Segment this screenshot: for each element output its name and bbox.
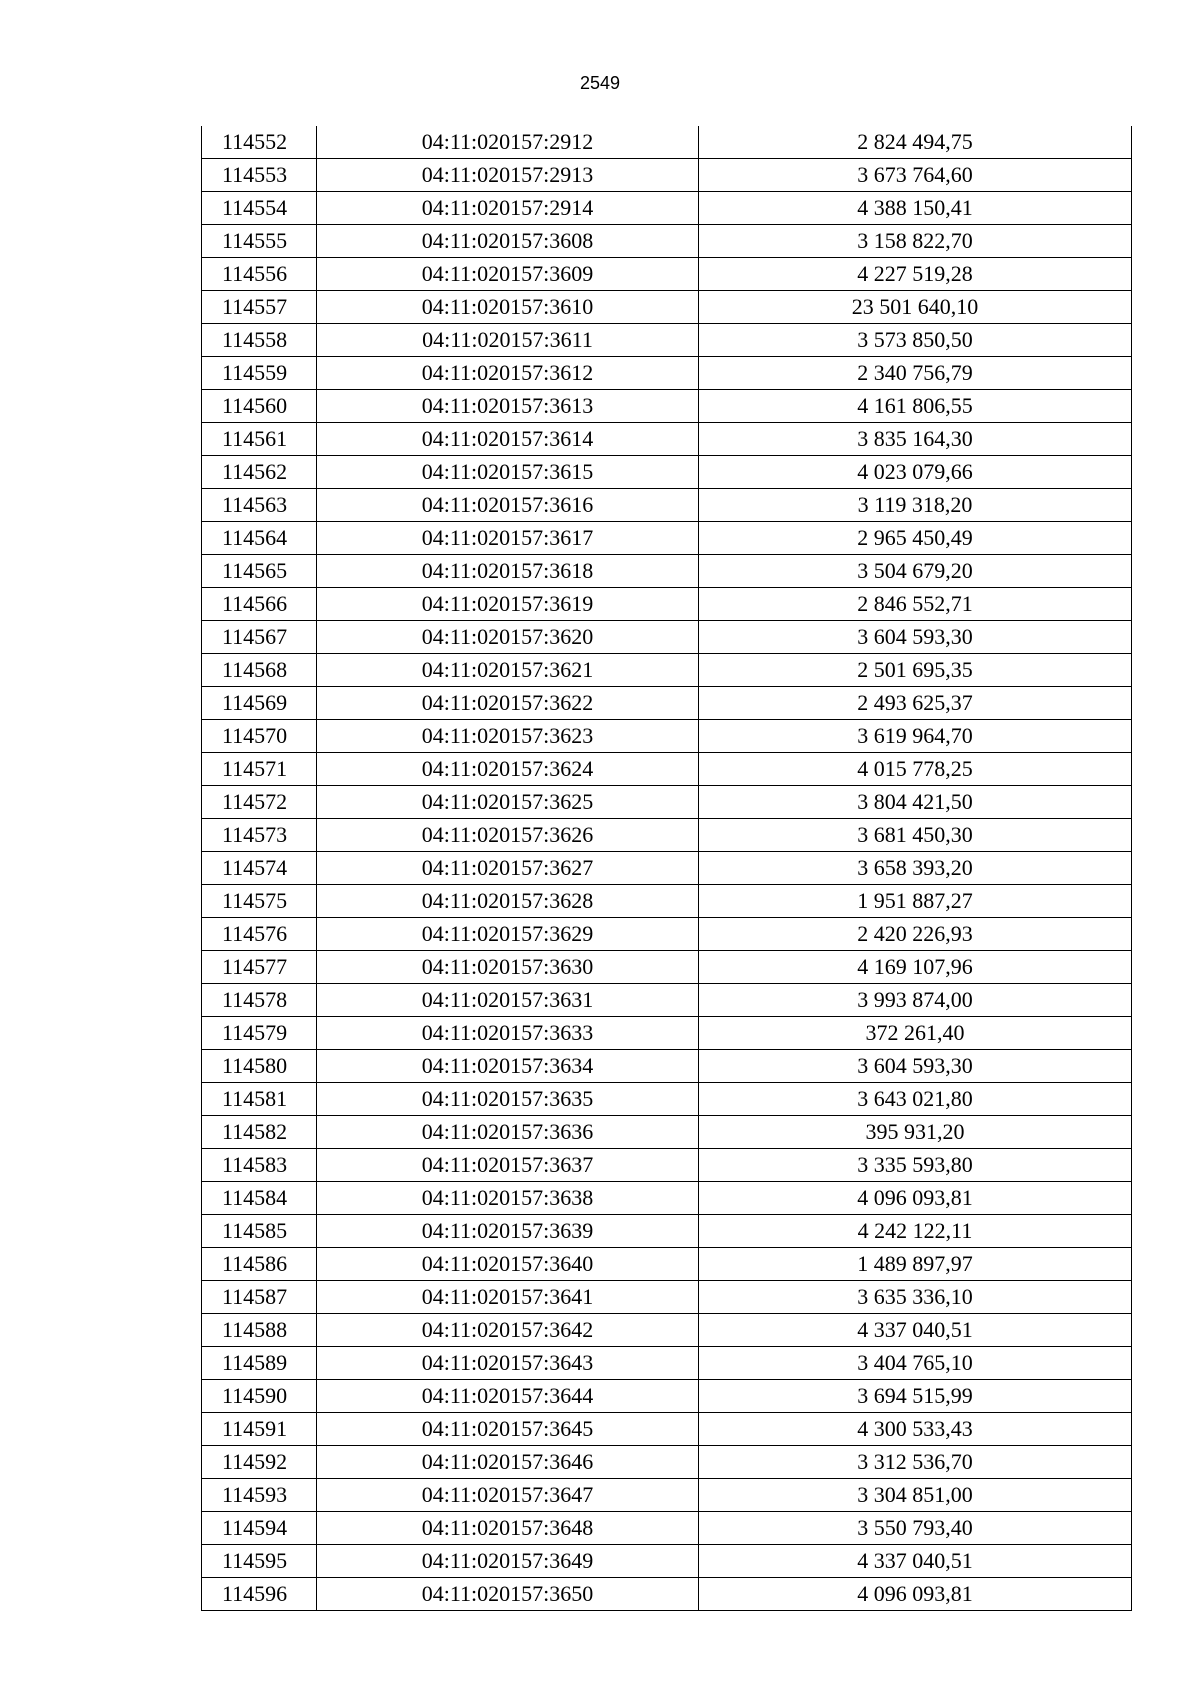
cadastral-number-cell: 04:11:020157:2912: [317, 126, 699, 159]
cadastral-number-cell: 04:11:020157:3608: [317, 225, 699, 258]
table-row: [202, 126, 1132, 159]
table-row: [202, 192, 1132, 225]
row-number-cell: 114587: [202, 1281, 317, 1314]
cadastral-value-cell: 2 846 552,71: [699, 588, 1132, 621]
row-number-cell: 114582: [202, 1116, 317, 1149]
cadastral-number-cell: 04:11:020157:3615: [317, 456, 699, 489]
row-number-cell: 114555: [202, 225, 317, 258]
cadastral-number-cell: 04:11:020157:3646: [317, 1446, 699, 1479]
row-number-cell: 114575: [202, 885, 317, 918]
table-row: [202, 1479, 1132, 1512]
row-number-cell: 114592: [202, 1446, 317, 1479]
cadastral-value-cell: 4 337 040,51: [699, 1545, 1132, 1578]
cadastral-number-cell: 04:11:020157:3645: [317, 1413, 699, 1446]
cadastral-value-cell: 3 681 450,30: [699, 819, 1132, 852]
cadastral-value-cell: 3 304 851,00: [699, 1479, 1132, 1512]
row-number-cell: 114566: [202, 588, 317, 621]
cadastral-number-cell: 04:11:020157:3635: [317, 1083, 699, 1116]
cadastral-value-cell: 3 573 850,50: [699, 324, 1132, 357]
cadastral-value-cell: 3 158 822,70: [699, 225, 1132, 258]
cadastral-number-cell: 04:11:020157:3616: [317, 489, 699, 522]
row-number-cell: 114596: [202, 1578, 317, 1611]
cadastral-number-cell: 04:11:020157:3624: [317, 753, 699, 786]
cadastral-value-cell: 4 096 093,81: [699, 1182, 1132, 1215]
row-number-cell: 114580: [202, 1050, 317, 1083]
table-row: [202, 1116, 1132, 1149]
cadastral-number-cell: 04:11:020157:3629: [317, 918, 699, 951]
cadastral-number-cell: 04:11:020157:3617: [317, 522, 699, 555]
row-number-cell: 114559: [202, 357, 317, 390]
cadastral-value-cell: 3 404 765,10: [699, 1347, 1132, 1380]
row-number-cell: 114574: [202, 852, 317, 885]
table-row: [202, 1149, 1132, 1182]
cadastral-number-cell: 04:11:020157:3610: [317, 291, 699, 324]
table-row: [202, 720, 1132, 753]
cadastral-value-cell: 3 804 421,50: [699, 786, 1132, 819]
table-row: [202, 258, 1132, 291]
row-number-cell: 114560: [202, 390, 317, 423]
row-number-cell: 114567: [202, 621, 317, 654]
row-number-cell: 114554: [202, 192, 317, 225]
row-number-cell: 114561: [202, 423, 317, 456]
cadastral-value-cell: 2 493 625,37: [699, 687, 1132, 720]
cadastral-value-cell: 2 340 756,79: [699, 357, 1132, 390]
table-row: [202, 654, 1132, 687]
table-row: [202, 1314, 1132, 1347]
row-number-cell: 114565: [202, 555, 317, 588]
cadastral-value-cell: 3 335 593,80: [699, 1149, 1132, 1182]
table-row: [202, 324, 1132, 357]
cadastral-number-cell: 04:11:020157:2914: [317, 192, 699, 225]
cadastral-number-cell: 04:11:020157:3620: [317, 621, 699, 654]
cadastral-number-cell: 04:11:020157:3640: [317, 1248, 699, 1281]
row-number-cell: 114569: [202, 687, 317, 720]
cadastral-number-cell: 04:11:020157:3626: [317, 819, 699, 852]
cadastral-value-cell: 4 161 806,55: [699, 390, 1132, 423]
cadastral-number-cell: 04:11:020157:3622: [317, 687, 699, 720]
table-row: [202, 1578, 1132, 1611]
row-number-cell: 114584: [202, 1182, 317, 1215]
cadastral-number-cell: 04:11:020157:3612: [317, 357, 699, 390]
cadastral-value-table: [201, 126, 1132, 1611]
cadastral-number-cell: 04:11:020157:3633: [317, 1017, 699, 1050]
row-number-cell: 114563: [202, 489, 317, 522]
row-number-cell: 114578: [202, 984, 317, 1017]
cadastral-value-cell: 3 993 874,00: [699, 984, 1132, 1017]
row-number-cell: 114585: [202, 1215, 317, 1248]
row-number-cell: 114589: [202, 1347, 317, 1380]
table-row: [202, 819, 1132, 852]
table-row: [202, 1281, 1132, 1314]
cadastral-number-cell: 04:11:020157:3623: [317, 720, 699, 753]
row-number-cell: 114553: [202, 159, 317, 192]
cadastral-number-cell: 04:11:020157:3634: [317, 1050, 699, 1083]
row-number-cell: 114595: [202, 1545, 317, 1578]
cadastral-value-cell: 4 388 150,41: [699, 192, 1132, 225]
cadastral-value-cell: 3 504 679,20: [699, 555, 1132, 588]
cadastral-value-cell: 4 242 122,11: [699, 1215, 1132, 1248]
cadastral-value-cell: 2 501 695,35: [699, 654, 1132, 687]
cadastral-number-cell: 04:11:020157:3611: [317, 324, 699, 357]
cadastral-number-cell: 04:11:020157:3630: [317, 951, 699, 984]
table-row: [202, 522, 1132, 555]
table-row: [202, 984, 1132, 1017]
table-row: [202, 489, 1132, 522]
cadastral-number-cell: 04:11:020157:3639: [317, 1215, 699, 1248]
table-row: [202, 687, 1132, 720]
row-number-cell: 114571: [202, 753, 317, 786]
cadastral-value-cell: 2 824 494,75: [699, 126, 1132, 159]
cadastral-number-cell: 04:11:020157:3619: [317, 588, 699, 621]
row-number-cell: 114562: [202, 456, 317, 489]
table-row: [202, 456, 1132, 489]
row-number-cell: 114573: [202, 819, 317, 852]
table-row: [202, 753, 1132, 786]
cadastral-value-cell: 23 501 640,10: [699, 291, 1132, 324]
cadastral-number-cell: 04:11:020157:3625: [317, 786, 699, 819]
row-number-cell: 114552: [202, 126, 317, 159]
cadastral-number-cell: 04:11:020157:3613: [317, 390, 699, 423]
row-number-cell: 114593: [202, 1479, 317, 1512]
row-number-cell: 114586: [202, 1248, 317, 1281]
table-row: [202, 621, 1132, 654]
cadastral-number-cell: 04:11:020157:3614: [317, 423, 699, 456]
table-row: [202, 159, 1132, 192]
cadastral-number-cell: 04:11:020157:3631: [317, 984, 699, 1017]
row-number-cell: 114568: [202, 654, 317, 687]
table-row: [202, 1512, 1132, 1545]
cadastral-number-cell: 04:11:020157:3644: [317, 1380, 699, 1413]
cadastral-value-cell: 4 023 079,66: [699, 456, 1132, 489]
table-row: [202, 918, 1132, 951]
cadastral-value-cell: 3 635 336,10: [699, 1281, 1132, 1314]
row-number-cell: 114577: [202, 951, 317, 984]
table-row: [202, 852, 1132, 885]
cadastral-number-cell: 04:11:020157:3647: [317, 1479, 699, 1512]
table-row: [202, 555, 1132, 588]
table-row: [202, 225, 1132, 258]
table-row: [202, 951, 1132, 984]
cadastral-value-cell: 4 096 093,81: [699, 1578, 1132, 1611]
table-row: [202, 1446, 1132, 1479]
cadastral-value-cell: 3 312 536,70: [699, 1446, 1132, 1479]
cadastral-value-cell: 4 300 533,43: [699, 1413, 1132, 1446]
table-row: [202, 1017, 1132, 1050]
cadastral-value-cell: 1 489 897,97: [699, 1248, 1132, 1281]
row-number-cell: 114588: [202, 1314, 317, 1347]
cadastral-value-cell: 3 604 593,30: [699, 621, 1132, 654]
cadastral-number-cell: 04:11:020157:2913: [317, 159, 699, 192]
cadastral-value-cell: 3 550 793,40: [699, 1512, 1132, 1545]
cadastral-number-cell: 04:11:020157:3648: [317, 1512, 699, 1545]
cadastral-number-cell: 04:11:020157:3627: [317, 852, 699, 885]
table-row: [202, 1083, 1132, 1116]
cadastral-value-cell: 2 420 226,93: [699, 918, 1132, 951]
table-row: [202, 1545, 1132, 1578]
cadastral-number-cell: 04:11:020157:3638: [317, 1182, 699, 1215]
cadastral-value-cell: 3 619 964,70: [699, 720, 1132, 753]
table-row: [202, 390, 1132, 423]
row-number-cell: 114570: [202, 720, 317, 753]
cadastral-value-cell: 3 835 164,30: [699, 423, 1132, 456]
cadastral-number-cell: 04:11:020157:3609: [317, 258, 699, 291]
cadastral-number-cell: 04:11:020157:3621: [317, 654, 699, 687]
row-number-cell: 114583: [202, 1149, 317, 1182]
cadastral-number-cell: 04:11:020157:3636: [317, 1116, 699, 1149]
row-number-cell: 114594: [202, 1512, 317, 1545]
cadastral-number-cell: 04:11:020157:3618: [317, 555, 699, 588]
cadastral-number-cell: 04:11:020157:3628: [317, 885, 699, 918]
row-number-cell: 114564: [202, 522, 317, 555]
cadastral-number-cell: 04:11:020157:3649: [317, 1545, 699, 1578]
page-number: 2549: [579, 73, 621, 93]
row-number-cell: 114590: [202, 1380, 317, 1413]
table-row: [202, 786, 1132, 819]
table-row: [202, 1347, 1132, 1380]
cadastral-value-cell: 1 951 887,27: [699, 885, 1132, 918]
cadastral-value-cell: 395 931,20: [699, 1116, 1132, 1149]
table-row: [202, 1182, 1132, 1215]
row-number-cell: 114558: [202, 324, 317, 357]
cadastral-number-cell: 04:11:020157:3642: [317, 1314, 699, 1347]
row-number-cell: 114579: [202, 1017, 317, 1050]
cadastral-number-cell: 04:11:020157:3641: [317, 1281, 699, 1314]
table-row: [202, 588, 1132, 621]
cadastral-value-cell: 372 261,40: [699, 1017, 1132, 1050]
table-row: [202, 1413, 1132, 1446]
cadastral-value-cell: 3 643 021,80: [699, 1083, 1132, 1116]
cadastral-value-cell: 4 227 519,28: [699, 258, 1132, 291]
table-row: [202, 1050, 1132, 1083]
row-number-cell: 114557: [202, 291, 317, 324]
cadastral-value-cell: 3 119 318,20: [699, 489, 1132, 522]
cadastral-value-cell: 4 015 778,25: [699, 753, 1132, 786]
table-row: [202, 1248, 1132, 1281]
cadastral-value-cell: 3 694 515,99: [699, 1380, 1132, 1413]
cadastral-value-cell: 4 169 107,96: [699, 951, 1132, 984]
cadastral-value-cell: 4 337 040,51: [699, 1314, 1132, 1347]
row-number-cell: 114576: [202, 918, 317, 951]
table-row: [202, 1215, 1132, 1248]
table-row: [202, 357, 1132, 390]
cadastral-number-cell: 04:11:020157:3637: [317, 1149, 699, 1182]
cadastral-value-cell: 3 604 593,30: [699, 1050, 1132, 1083]
cadastral-value-cell: 3 658 393,20: [699, 852, 1132, 885]
cadastral-value-cell: 3 673 764,60: [699, 159, 1132, 192]
table-row: [202, 885, 1132, 918]
cadastral-value-table-container: [201, 126, 1131, 1611]
table-row: [202, 1380, 1132, 1413]
table-row: [202, 291, 1132, 324]
row-number-cell: 114572: [202, 786, 317, 819]
table-body: [202, 126, 1132, 1611]
row-number-cell: 114556: [202, 258, 317, 291]
cadastral-value-cell: 2 965 450,49: [699, 522, 1132, 555]
row-number-cell: 114591: [202, 1413, 317, 1446]
table-row: [202, 423, 1132, 456]
cadastral-number-cell: 04:11:020157:3650: [317, 1578, 699, 1611]
row-number-cell: 114581: [202, 1083, 317, 1116]
cadastral-number-cell: 04:11:020157:3643: [317, 1347, 699, 1380]
